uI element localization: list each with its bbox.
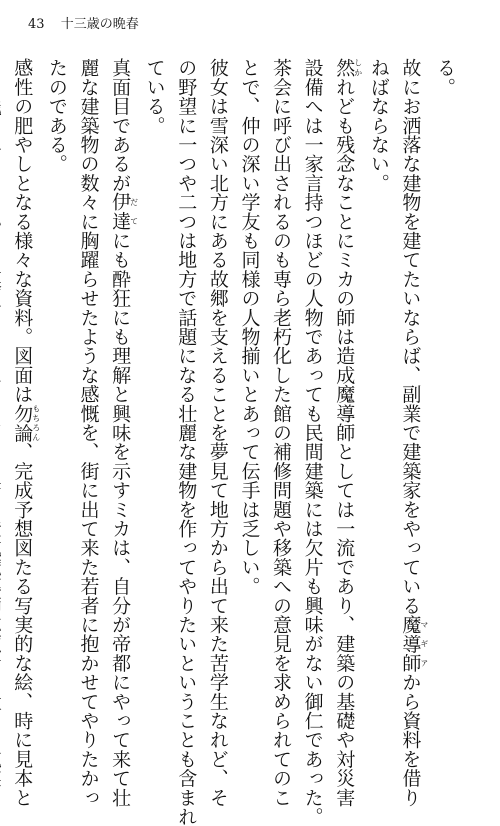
page-number: 43 [28, 17, 45, 32]
furigana: 勿論もちろん [11, 403, 41, 443]
text-line: とで、仲の深い学友も同様の人物揃いとあって伝手は乏しい。 [238, 58, 261, 596]
text-line: ている。 [143, 58, 166, 135]
furigana: 伊達だて [109, 192, 139, 231]
text-line: ねばならない。 [367, 58, 390, 193]
text-line: 真面目であるが伊達だてにも酔狂にも理解と興味を示すミカは、自分が帝都にやって来て壮 [109, 58, 139, 807]
furigana: 魔導師マギア [399, 614, 429, 673]
text-line: 故にお洒落な建物を建てたいならば、副業で建築家をやっている魔導師マギアから資料を借り [399, 58, 429, 807]
text-line: 設備へは一家言持つほどの人物であっても民間建築には欠片も興味がない御仁であった。 [301, 58, 324, 826]
text-line: 然しかれども残念なことにミカの師は造成魔導師としては一流であり、建築の基礎や対災害 [333, 58, 363, 807]
body-text [11, 58, 460, 826]
text-line: 麗な建築物の数々に胸躍らせたような感慨を、街に出て来た若者に抱かせてやりたかっ [77, 58, 100, 807]
text-line: る。 [434, 58, 456, 97]
text-line: の野望に一つや二つは地方で話題になる壮麗な建物を作ってやりたいということも含まれ [175, 58, 198, 826]
text-line [0, 58, 6, 678]
text-line: 感性の肥やしとなる様々な資料。図面は勿論もちろん、完成予想図たる写実的な絵、時に見本と [11, 58, 41, 807]
text-line: 茶会に呼び出されるのも専ら老朽化した館の補修問題や移築への意見を求められてのこ [270, 58, 293, 807]
text-line: 彼女は雪深い北方にある故郷を支えることを夢見て地方から出て来た苦学生なれど、そ [206, 58, 229, 807]
chapter-title: 十三歳の晩春 [60, 17, 139, 32]
page-header [28, 14, 228, 36]
furigana: 然しか [333, 58, 363, 78]
text-line: たのである。 [45, 58, 68, 174]
